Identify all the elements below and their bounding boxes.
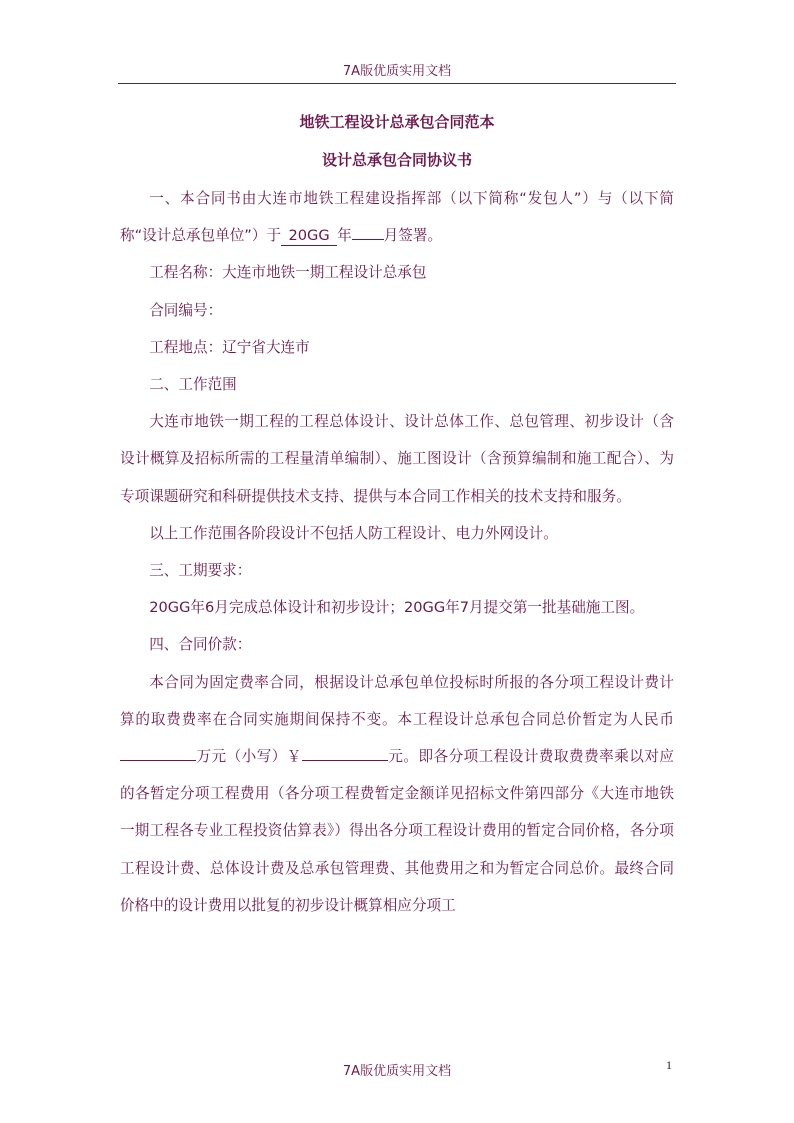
page-footer: 7A版优质实用文档 xyxy=(342,1064,452,1079)
scope-exclusion: 以上工作范围各阶段设计不包括人防工程设计、电力外网设计。 xyxy=(149,524,558,542)
schedule-paragraph: 20GG年6月完成总体设计和初步设计；20GG年7月提交第一批基础施工图。 xyxy=(149,599,645,617)
year-label: 年 xyxy=(337,227,352,245)
document-subtitle: 设计总承包合同协议书 xyxy=(321,151,472,169)
project-location: 工程地点：辽宁省大连市 xyxy=(149,338,310,356)
price-text-b: 万元（小写）￥ xyxy=(196,748,302,766)
page-header: 7A版优质实用文档 xyxy=(342,64,452,79)
signing-year-field: 20GG xyxy=(281,227,337,246)
paragraph-signing-text: 一、本合同书由大连市地铁工程建设指挥部（以下简称“发包人”）与（以下简称“设计总承包单位”）于 xyxy=(120,190,674,245)
page-number: 1 xyxy=(666,1058,672,1072)
contract-number: 合同编号： xyxy=(149,301,223,319)
price-rmb-field xyxy=(120,760,196,761)
header-divider xyxy=(118,83,676,84)
signing-month-field xyxy=(352,239,384,240)
scope-paragraph: 大连市地铁一期工程的工程总体设计、设计总体工作、总包管理、初步设计（含设计概算及招标所需的工程量清单编制）、施工图设计（含预算编制和施工配合）、为专项课题研究和科研提供技术支持、提供与本合同工作相关的技术支持和服务。 xyxy=(120,413,674,505)
price-paragraph xyxy=(120,664,674,924)
signing-suffix: 月签署。 xyxy=(383,227,443,245)
price-text-c: 元。即各分项工程设计费取费费率乘以对应的各暂定分项工程费用（各分项工程费暂定金额详见招标文件第四部分《大连市地铁一期工程各专业工程投资估算表》）得出各分项工程设计费用的暂定合同价格，各分项工程设计费、总体设计费及总承包管理费、其他费用之和为暂定合同总价。最终合同价格中的设计费用以批复的初步设计概算相应分项工 xyxy=(120,748,674,914)
paragraph-signing xyxy=(120,180,674,254)
section-heading-scope: 二、工作范围 xyxy=(149,376,237,394)
document-body xyxy=(120,180,674,924)
section-heading-price: 四、合同价款： xyxy=(149,636,252,654)
price-yen-field xyxy=(302,760,388,761)
project-name: 工程名称：大连市地铁一期工程设计总承包 xyxy=(149,264,427,282)
document-title: 地铁工程设计总承包合同范本 xyxy=(299,113,495,131)
section-heading-schedule: 三、工期要求： xyxy=(149,562,252,580)
price-text-a: 本合同为固定费率合同，根据设计总承包单位投标时所报的各分项工程设计费计算的取费费率在合同实施期间保持不变。本工程设计总承包合同总价暂定为人民币 xyxy=(120,673,674,728)
